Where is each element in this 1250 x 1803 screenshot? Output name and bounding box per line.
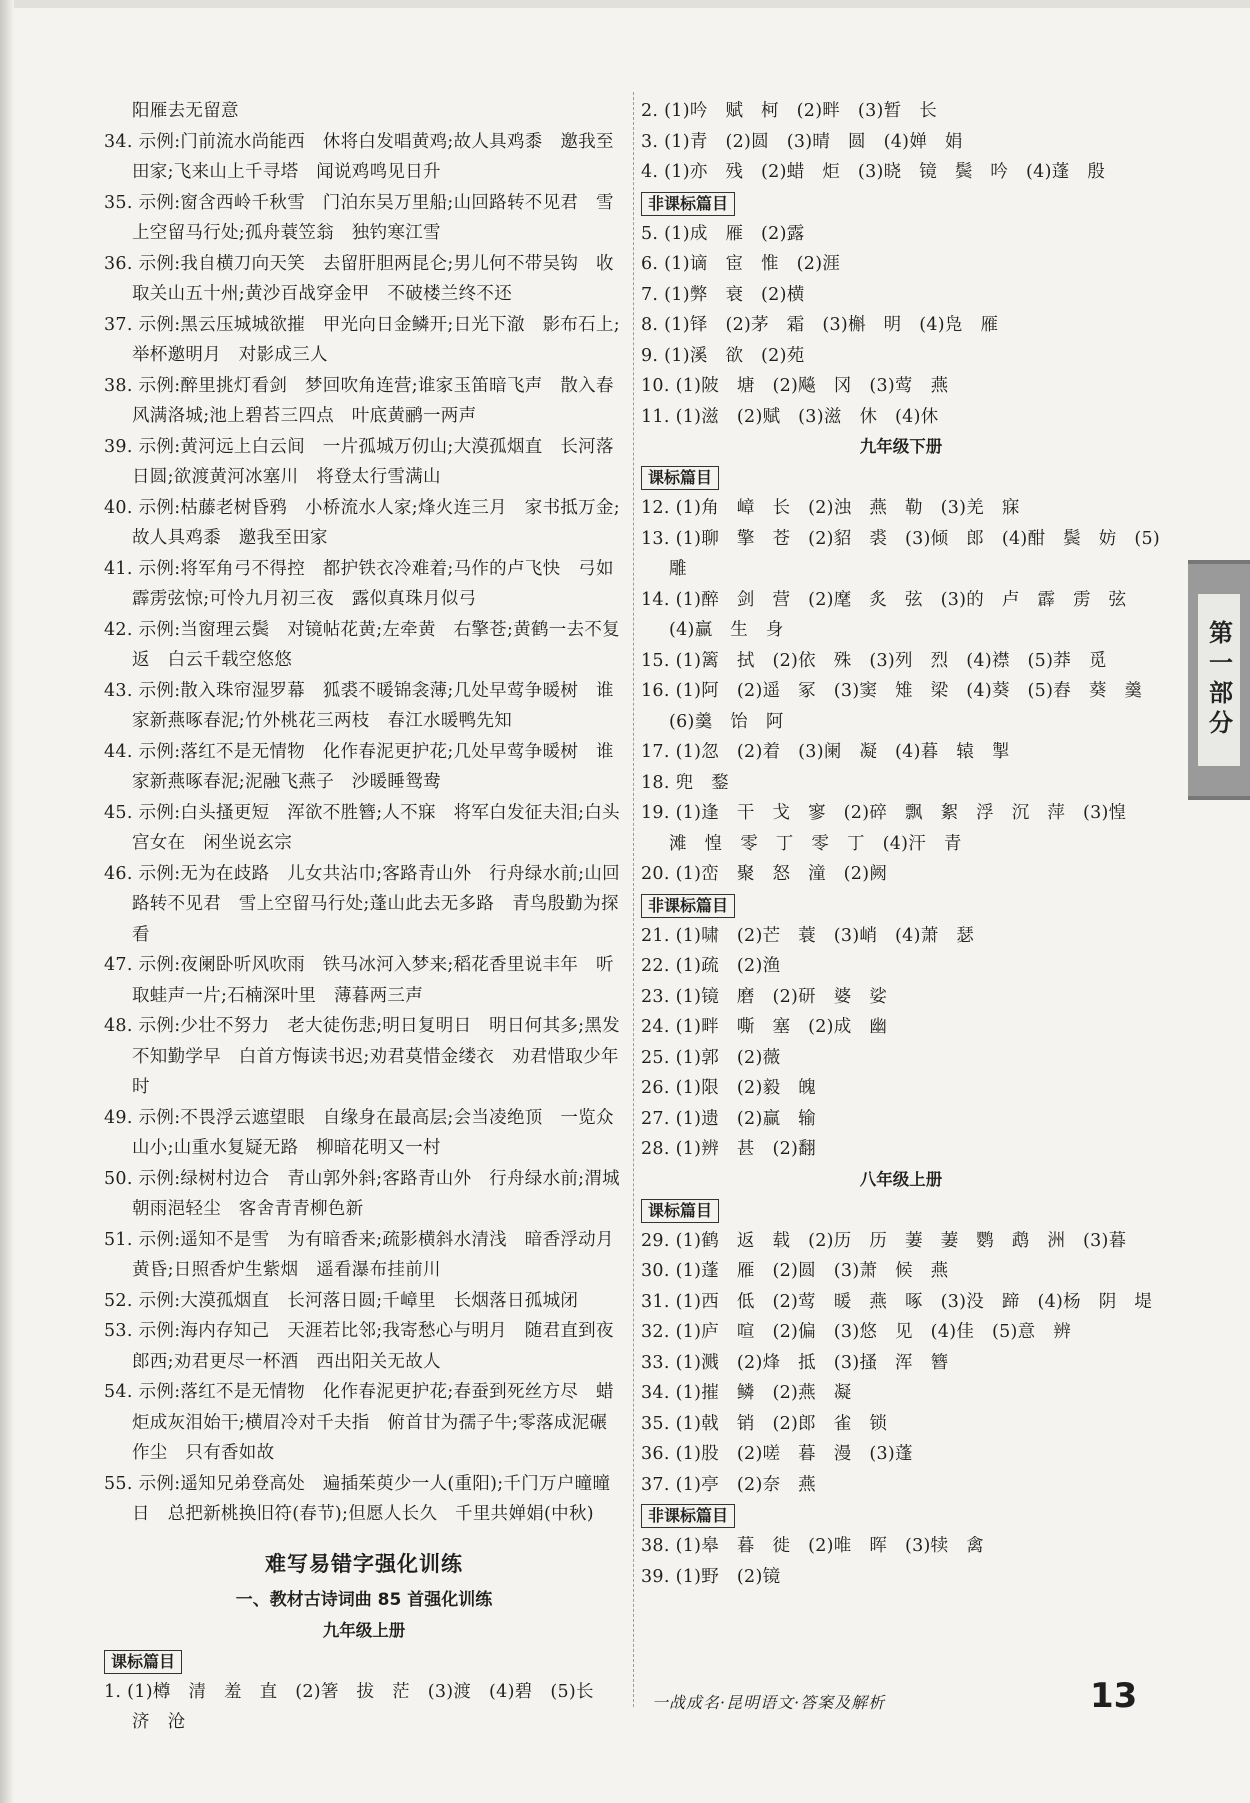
section-label-row [104,1646,624,1677]
answer-item: 28. (1)辨 甚 (2)翻 [641,1139,816,1159]
answer-item: 40. 示例:枯藤老树昏鸦 小桥流水人家;烽火连三月 家书抵万金;故人具鸡黍 邀我至田家 [104,497,620,548]
answer-item: 43. 示例:散入珠帘湿罗幕 狐裘不暖锦衾薄;几处早莺争暖树 谁家新燕啄春泥;竹外桃花三两枝 春江水暖鸭先知 [104,680,614,731]
answer-item: 30. (1)蓬 雁 (2)圆 (3)萧 候 燕 [641,1261,949,1281]
answer-item: 38. (1)皋 暮 徙 (2)唯 晖 (3)犊 禽 [641,1536,985,1556]
answer-item: 53. 示例:海内存知己 天涯若比邻;我寄愁心与明月 随君直到夜郎西;劝君更尽一杯酒 西出阳关无故人 [104,1321,614,1372]
section-side-tab-label: 第一部分 [1198,594,1240,766]
answer-item: 36. 示例:我自横刀向天笑 去留肝胆两昆仑;男儿何不带吴钩 收取关山五十州;黄沙百战穿金甲 不破楼兰终不还 [104,253,614,304]
section-subtitle: 一、教材古诗词曲 85 首强化训练 [235,1589,493,1610]
section-label-row [641,890,1161,921]
answer-item: 51. 示例:遥知不是雪 为有暗香来;疏影横斜水清浅 暗香浮动月黄昏;日照香炉生紫烟 遥看瀑布挂前川 [104,1229,614,1280]
page-top-edge [0,0,1250,8]
answer-item: 34. 示例:门前流水尚能西 休将白发唱黄鸡;故人具鸡黍 邀我至田家;飞来山上千寻塔 闻说鸡鸣见日升 [104,131,614,182]
answer-item: 52. 示例:大漠孤烟直 长河落日圆;千嶂里 长烟落日孤城闭 [104,1290,579,1311]
answer-item: 16. (1)阿 (2)遥 冢 (3)窦 雉 梁 (4)葵 (5)舂 葵 羹 (6)羹 饴 阿 [641,681,1161,732]
answer-item: 39. (1)野 (2)镜 [641,1566,781,1587]
answer-item: 39. 示例:黄河远上白云间 一片孤城万仞山;大漠孤烟直 长河落日圆;欲渡黄河冰塞川 将登太行雪满山 [104,436,614,487]
answer-item: 阳雁去无留意 [132,101,239,121]
section-label-box: 非课标篇目 [641,894,735,918]
answer-item: 17. (1)忽 (2)着 (3)阑 凝 (4)暮 辕 掣 [641,742,1010,762]
answer-item: 47. 示例:夜阑卧听风吹雨 铁马冰河入梦来;稻花香里说丰年 听取蛙声一片;石楠深叶里 薄暮两三声 [104,955,614,1006]
section-label-row [641,1195,1161,1226]
left-column [104,96,624,1738]
answer-item: 36. (1)股 (2)嗟 暮 漫 (3)蓬 [641,1444,913,1464]
section-label-box: 课标篇目 [104,1650,182,1674]
grade-heading: 九年级上册 [322,1620,406,1640]
section-label-row [641,188,1161,219]
section-title: 难写易错字强化训练 [265,1551,463,1576]
section-label-row [641,1500,1161,1531]
section-label-box: 课标篇目 [641,466,719,490]
answer-item: 4. (1)亦 残 (2)蜡 炬 (3)晓 镜 鬓 吟 (4)蓬 殷 [641,162,1106,182]
answer-item: 14. (1)醉 剑 营 (2)麾 炙 弦 (3)的 卢 霹 雳 弦 (4)赢 生 身 [641,589,1145,640]
answer-item: 46. 示例:无为在歧路 儿女共沾巾;客路青山外 行舟绿水前;山回路转不见君 雪上空留马行处;蓬山此去无多路 青鸟殷勤为探看 [104,863,620,945]
section-label-box: 课标篇目 [641,1199,719,1223]
answer-item: 9. (1)溪 欲 (2)苑 [641,345,805,366]
answer-item: 1. (1)樽 清 羞 直 (2)箸 拔 茫 (3)渡 (4)碧 (5)长 济 沧 [104,1681,612,1732]
answer-item: 41. 示例:将军角弓不得控 都护铁衣冷难着;马作的卢飞快 弓如霹雳弦惊;可怜九月初三夜 露似真珠月似弓 [104,558,614,609]
answer-item: 7. (1)弊 衰 (2)横 [641,284,805,305]
answer-item: 33. (1)溅 (2)烽 抵 (3)搔 浑 簪 [641,1352,949,1373]
answer-item: 12. (1)角 嶂 长 (2)浊 燕 勒 (3)羌 寐 [641,498,1020,518]
answer-item: 25. (1)郭 (2)薇 [641,1047,781,1068]
column-divider [633,92,634,1707]
answer-item: 18. 兜 鍪 [641,772,729,793]
answer-item: 44. 示例:落红不是无情物 化作春泥更护花;几处早莺争暖树 谁家新燕啄春泥;泥融飞燕子 沙暖睡鸳鸯 [104,741,614,792]
answer-item: 35. (1)戟 销 (2)郎 雀 锁 [641,1413,888,1434]
answer-item: 5. (1)成 雁 (2)露 [641,223,805,244]
answer-item: 54. 示例:落红不是无情物 化作春泥更护花;春蚕到死丝方尽 蜡炬成灰泪始干;横眉冷对千夫指 俯首甘为孺子牛;零落成泥碾作尘 只有香如故 [104,1382,614,1463]
answer-item: 32. (1)庐 喧 (2)偏 (3)悠 见 (4)佳 (5)意 辨 [641,1322,1072,1342]
answer-item: 15. (1)篱 拭 (2)依 殊 (3)列 烈 (4)襟 (5)莽 觅 [641,650,1107,671]
right-column [641,96,1161,1592]
answer-item: 27. (1)遗 (2)赢 输 [641,1108,816,1129]
answer-item: 3. (1)青 (2)圆 (3)晴 圆 (4)婵 娟 [641,131,963,152]
answer-item: 23. (1)镜 磨 (2)研 婆 娑 [641,986,888,1007]
answer-item: 55. 示例:遥知兄弟登高处 遍插茱萸少一人(重阳);千门万户曈曈日 总把新桃换旧符(春节);但愿人长久 千里共婵娟(中秋) [104,1473,611,1524]
section-label-row [641,462,1161,493]
grade-heading: 八年级上册 [859,1169,943,1189]
answer-item: 29. (1)鹤 返 载 (2)历 历 萋 萋 鹦 鹉 洲 (3)暮 [641,1230,1127,1251]
answer-item: 38. 示例:醉里挑灯看剑 梦回吹角连营;谁家玉笛暗飞声 散入春风满洛城;池上碧苔三四点 叶底黄鹂一两声 [104,375,614,426]
page-number: 13 [1090,1676,1138,1716]
answer-item: 13. (1)聊 擎 苍 (2)貂 裘 (3)倾 郎 (4)酣 鬓 妨 (5)雕 [641,528,1161,579]
answer-item: 37. 示例:黑云压城城欲摧 甲光向日金鳞开;日光下澈 影布石上;举杯邀明月 对影成三人 [104,314,620,365]
answer-item: 37. (1)亭 (2)奈 燕 [641,1474,816,1495]
section-label-box: 非课标篇目 [641,192,735,216]
section-label-box: 非课标篇目 [641,1504,735,1528]
answer-item: 50. 示例:绿树村边合 青山郭外斜;客路青山外 行舟绿水前;渭城朝雨浥轻尘 客舍青青柳色新 [104,1168,620,1219]
answer-item: 24. (1)畔 嘶 塞 (2)成 幽 [641,1017,888,1037]
section-side-tab [1188,560,1250,800]
answer-item: 19. (1)逢 干 戈 寥 (2)碎 飘 絮 浮 沉 萍 (3)惶 滩 惶 零 丁 零 丁 (4)汗 青 [641,803,1145,854]
answer-item: 11. (1)滋 (2)赋 (3)滋 休 (4)休 [641,406,939,427]
answer-item: 8. (1)铎 (2)茅 霜 (3)槲 明 (4)凫 雁 [641,315,999,335]
answer-item: 42. 示例:当窗理云鬓 对镜帖花黄;左牵黄 右擎苍;黄鹤一去不复返 白云千载空悠悠 [104,619,620,670]
answer-item: 21. (1)啸 (2)芒 蓑 (3)峭 (4)萧 瑟 [641,925,975,946]
answer-item: 10. (1)陂 塘 (2)飚 冈 (3)莺 燕 [641,376,949,396]
answer-item: 6. (1)谪 宦 惟 (2)涯 [641,254,841,274]
answer-item: 48. 示例:少壮不努力 老大徒伤悲;明日复明日 明日何其多;黑发不知勤学早 白首方悔读书迟;劝君莫惜金缕衣 劝君惜取少年时 [104,1016,620,1097]
answer-item: 35. 示例:窗含西岭千秋雪 门泊东吴万里船;山回路转不见君 雪上空留马行处;孤舟蓑笠翁 独钓寒江雪 [104,192,614,243]
answer-item: 22. (1)疏 (2)渔 [641,956,781,976]
answer-item: 45. 示例:白头搔更短 浑欲不胜簪;人不寐 将军白发征夫泪;白头宫女在 闲坐说玄宗 [104,802,620,853]
answer-item: 31. (1)西 低 (2)莺 暖 燕 啄 (3)没 蹄 (4)杨 阴 堤 [641,1291,1153,1312]
answer-item: 34. (1)摧 鳞 (2)燕 凝 [641,1383,852,1403]
grade-heading: 九年级下册 [859,437,943,456]
page-binding-shadow [0,0,14,1803]
footer-text: 一战成名·昆明语文·答案及解析 [652,1693,886,1712]
answer-item: 2. (1)吟 赋 柯 (2)畔 (3)暂 长 [641,101,938,121]
answer-item: 20. (1)峦 聚 怒 潼 (2)阙 [641,864,888,884]
answer-item: 26. (1)限 (2)毅 魄 [641,1078,816,1098]
answer-item: 49. 示例:不畏浮云遮望眼 自缘身在最高层;会当凌绝顶 一览众山小;山重水复疑无路 柳暗花明又一村 [104,1107,614,1158]
